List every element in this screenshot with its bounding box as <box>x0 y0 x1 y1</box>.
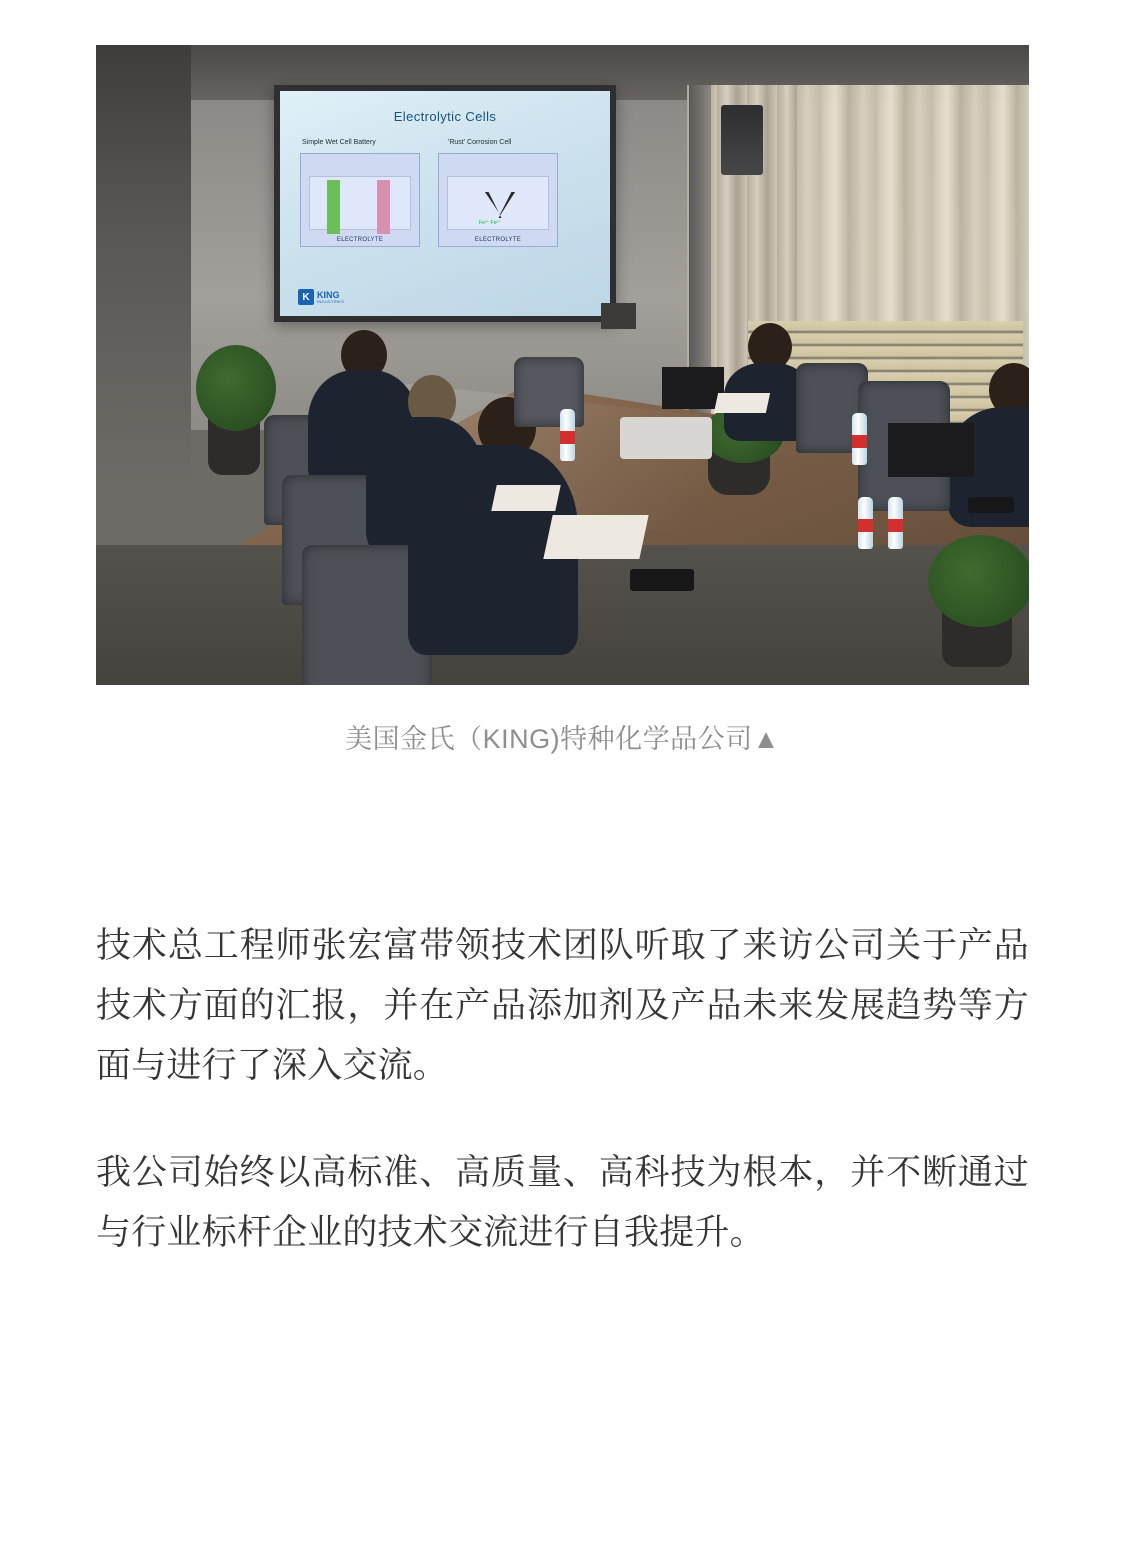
slide-left-cell-diagram <box>300 153 420 247</box>
slide-right-cell-diagram <box>438 153 558 247</box>
smartphone-2 <box>968 497 1014 513</box>
water-bottle-3 <box>858 497 873 549</box>
article-page <box>0 45 1125 1564</box>
potted-plant-left <box>196 345 276 431</box>
smartphone-1 <box>630 569 694 591</box>
water-bottle-1 <box>560 409 575 461</box>
article-body <box>96 916 1029 1263</box>
laptop-1 <box>662 367 724 409</box>
wall-panel <box>601 303 636 329</box>
notebook-paper-2 <box>491 485 561 511</box>
slide-title: Electrolytic Cells <box>393 109 497 124</box>
wall-speaker <box>721 105 763 175</box>
slide-left-cell-label: ELECTROLYTE <box>336 237 384 243</box>
slide-content <box>280 91 610 316</box>
king-logo-name: KING <box>317 289 340 300</box>
projection-screen <box>274 85 616 322</box>
notebook-paper-1 <box>543 515 648 559</box>
water-bottle-2 <box>852 413 867 465</box>
king-logo <box>298 286 370 308</box>
laptop-2 <box>888 423 974 477</box>
paragraph-2: 我公司始终以高标准、高质量、高科技为根本，并不断通过与行业标杆企业的技术交流进行自我提升。 <box>96 1152 1029 1252</box>
notebook-paper-3 <box>714 393 770 413</box>
water-bottle-4 <box>888 497 903 549</box>
electrolyte-liquid <box>309 176 411 230</box>
potted-plant-right <box>928 535 1029 627</box>
slide-right-ion-label: Fe²⁺ Fe²⁺ <box>479 220 501 226</box>
left-wall <box>96 45 191 475</box>
slide-left-subtitle: Simple Wet Cell Battery <box>302 139 376 146</box>
slide-right-subtitle: 'Rust' Corrosion Cell <box>448 139 512 146</box>
slide-right-cell-label: ELECTROLYTE <box>474 237 522 243</box>
projector-device <box>620 417 712 459</box>
figure-caption: 美国金氏（KING)特种化学品公司▲ <box>345 724 780 754</box>
article-figure <box>96 45 1029 756</box>
paragraph-1: 技术总工程师张宏富带领技术团队听取了来访公司关于产品技术方面的汇报，并在产品添加剂及产品未来发展趋势等方面与进行了深入交流。 <box>96 926 1029 1086</box>
meeting-room-photo <box>96 45 1029 685</box>
window-frame <box>689 85 711 415</box>
anode-electrode <box>327 180 340 234</box>
cathode-electrode <box>377 180 390 234</box>
king-logo-subtext: INDUSTRIES <box>317 298 345 304</box>
king-logo-text <box>317 291 344 304</box>
king-logo-mark: K <box>298 289 314 305</box>
